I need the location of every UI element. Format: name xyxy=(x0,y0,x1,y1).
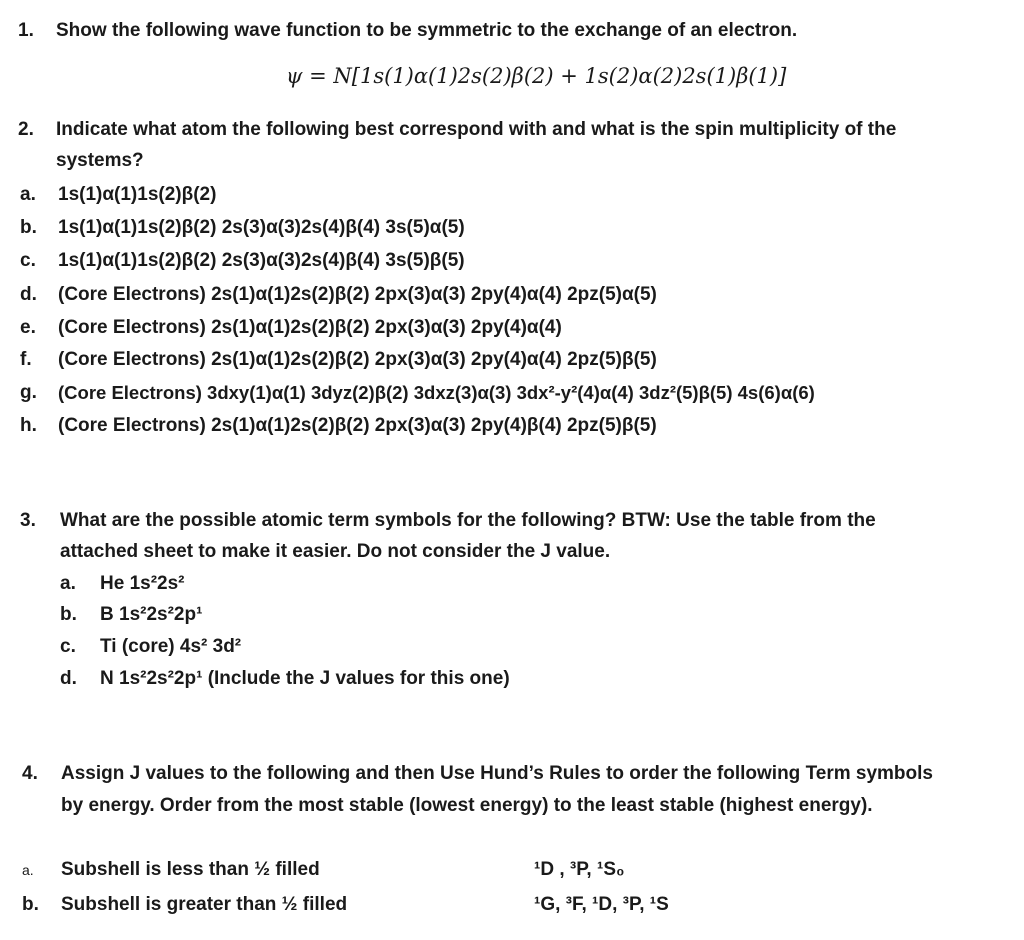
q3-item-label: c. xyxy=(60,636,76,657)
q3-item-text: N 1s²2s²2p¹ (Include the J values for this one) xyxy=(100,668,510,689)
q4-item-text: Subshell is greater than ½ filled xyxy=(61,894,348,915)
q2-item-text: (Core Electrons) 2s(1)α(1)2s(2)β(2) 2px(3)α(3) 2py(4)α(4) 2pz(5)β(5) xyxy=(58,349,657,370)
q4-term-symbols: ¹G, ³F, ¹D, ³P, ¹S xyxy=(534,894,669,915)
q2-item-label: a. xyxy=(20,184,36,205)
q2-item-label: b. xyxy=(20,217,37,238)
q2-item-text: (Core Electrons) 3dxy(1)α(1) 3dyz(2)β(2) 3dxz(3)α(3) 3dx²-y²(4)α(4) 3dz²(5)β(5) 4s(6)α(6) xyxy=(58,382,815,403)
question-3-text-line1: What are the possible atomic term symbols for the following? BTW: Use the table from the xyxy=(60,510,876,531)
question-2-number: 2. xyxy=(18,119,34,140)
question-3-number: 3. xyxy=(20,510,36,531)
q2-item-text: (Core Electrons) 2s(1)α(1)2s(2)β(2) 2px(3)α(3) 2py(4)α(4) xyxy=(58,317,562,338)
q4-item-label: a. xyxy=(22,862,34,878)
q3-item-text: He 1s²2s² xyxy=(100,573,185,594)
q3-item-label: a. xyxy=(60,573,76,594)
q3-item-label: d. xyxy=(60,668,77,689)
q2-item-label: g. xyxy=(20,382,37,403)
question-1-equation: ψ = N[1s(1)α(1)2s(2)β(2) + 1s(2)α(2)2s(1)β(1)] xyxy=(286,64,787,88)
q3-item-text: Ti (core) 4s² 3d² xyxy=(100,636,242,657)
question-4-text-line2: by energy. Order from the most stable (lowest energy) to the least stable (highest energy). xyxy=(61,795,873,816)
question-1-text: Show the following wave function to be symmetric to the exchange of an electron. xyxy=(56,20,798,41)
q2-item-text: 1s(1)α(1)1s(2)β(2) 2s(3)α(3)2s(4)β(4) 3s(5)α(5) xyxy=(58,217,465,238)
question-2-text-line2: systems? xyxy=(56,150,144,171)
question-4-text-line1: Assign J values to the following and then Use Hund’s Rules to order the following Term symbols xyxy=(61,763,933,784)
q2-item-text: 1s(1)α(1)1s(2)β(2) 2s(3)α(3)2s(4)β(4) 3s(5)β(5) xyxy=(58,250,465,271)
q4-item-text: Subshell is less than ½ filled xyxy=(61,859,320,880)
q3-item-text: B 1s²2s²2p¹ xyxy=(100,604,203,625)
q2-item-label: e. xyxy=(20,317,36,338)
q3-item-label: b. xyxy=(60,604,77,625)
question-4-number: 4. xyxy=(22,763,38,784)
q2-item-text: (Core Electrons) 2s(1)α(1)2s(2)β(2) 2px(3)α(3) 2py(4)α(4) 2pz(5)α(5) xyxy=(58,284,657,305)
q2-item-text: (Core Electrons) 2s(1)α(1)2s(2)β(2) 2px(3)α(3) 2py(4)β(4) 2pz(5)β(5) xyxy=(58,415,657,436)
q2-item-label: d. xyxy=(20,284,37,305)
q4-term-symbols: ¹D , ³P, ¹S₀ xyxy=(534,859,625,880)
q2-item-label: c. xyxy=(20,250,36,271)
q2-item-label: f. xyxy=(20,349,32,370)
question-2-text-line1: Indicate what atom the following best correspond with and what is the spin multiplicity of the xyxy=(56,119,897,140)
q4-item-label: b. xyxy=(22,894,39,915)
q2-item-label: h. xyxy=(20,415,37,436)
q2-item-text: 1s(1)α(1)1s(2)β(2) xyxy=(58,184,217,205)
question-1-number: 1. xyxy=(18,20,34,41)
question-3-text-line2: attached sheet to make it easier. Do not consider the J value. xyxy=(60,541,611,562)
